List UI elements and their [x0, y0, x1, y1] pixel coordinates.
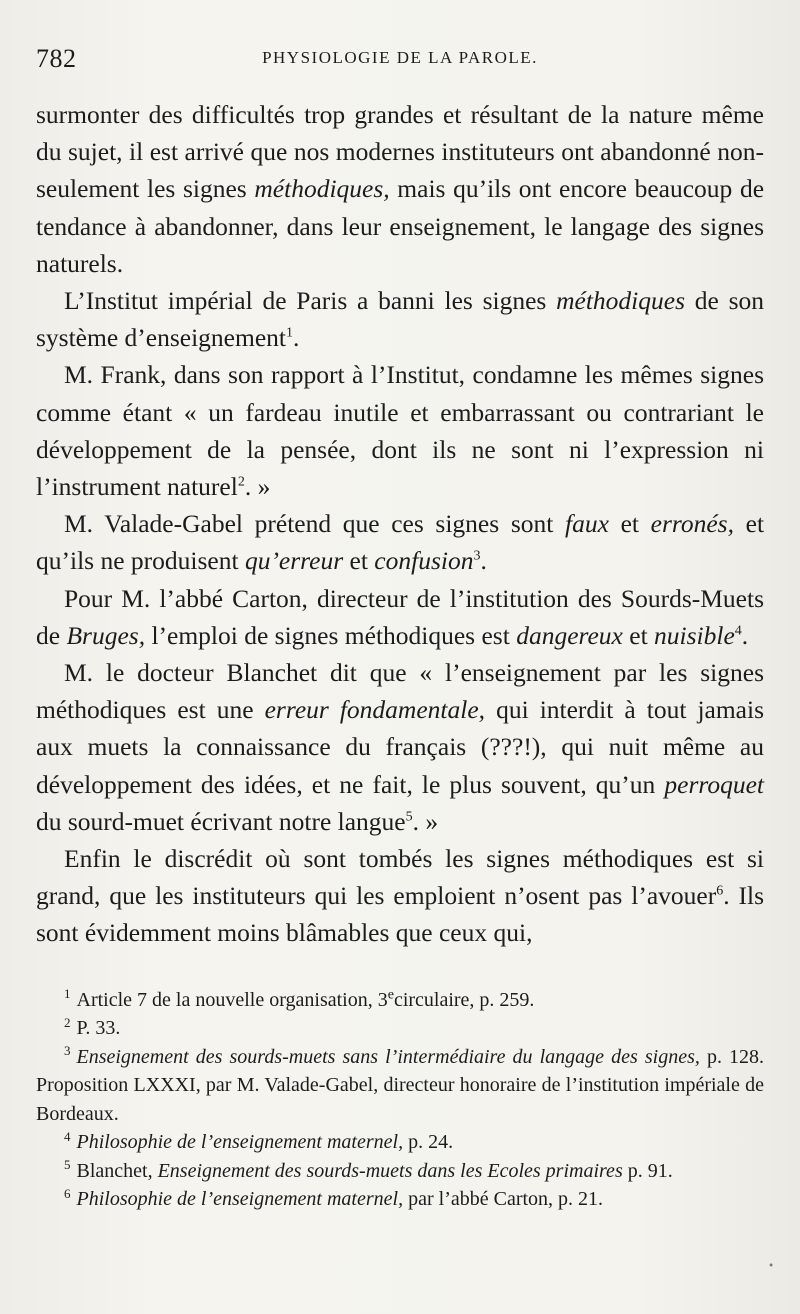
- text-run: L’Institut impérial de Paris a banni les signes: [64, 286, 547, 316]
- footnote-marker: 1: [64, 986, 71, 1002]
- text-run: .: [292, 323, 300, 353]
- note-reference: 3: [473, 548, 481, 564]
- italic-text: Enseignement des sourds-muets sans l’intermédiaire du langage des signes,: [76, 1045, 700, 1068]
- text-run: . »: [412, 806, 439, 836]
- footnote: [36, 1157, 764, 1186]
- text-run: l’emploi de signes méthodiques est: [151, 620, 510, 650]
- note-reference: 6: [716, 883, 724, 899]
- note-reference: 4: [734, 623, 742, 639]
- text-run: M. Valade-Gabel prétend que ces signes sont: [64, 509, 554, 539]
- text-run: p. 128. Proposition LXXXI, par M. Valade-Gabel, directeur honoraire de l’institution impériale de Bordeaux.: [36, 1045, 765, 1125]
- italic-text: dangereux: [516, 620, 623, 650]
- text-run: .: [741, 620, 749, 650]
- text-run: et: [620, 509, 639, 539]
- text-run: p. 24.: [408, 1131, 454, 1154]
- footnote-marker: 2: [64, 1014, 71, 1030]
- italic-text: nuisible: [654, 620, 735, 650]
- text-run: Pour M. l’abbé Carton, directeur de l’institution des Sourds-Muets de: [36, 583, 764, 650]
- italic-text: erronés,: [650, 509, 734, 539]
- text-run: Enfin le discrédit où sont tombés les signes méthodiques est si grand, que les instituteurs qui les emploient n’osent pas l’avouer: [36, 844, 764, 911]
- text-run: par l’abbé Carton, p. 21.: [408, 1188, 604, 1211]
- italic-text: perroquet: [664, 769, 765, 799]
- italic-text: Enseignement des sourds-muets dans les Ecoles primaires: [157, 1159, 623, 1182]
- italic-text: méthodiques: [556, 286, 685, 316]
- paragraph: [36, 505, 764, 579]
- footnote-marker: 6: [64, 1185, 71, 1201]
- text-run: et qu’ils ne produisent: [36, 509, 765, 576]
- footnote: [36, 1185, 764, 1214]
- footnote-marker: 5: [64, 1157, 71, 1173]
- italic-text: faux: [565, 509, 609, 539]
- note-reference: 2: [237, 474, 245, 490]
- footnote: [36, 1014, 764, 1043]
- italic-text: Bruges,: [66, 620, 146, 650]
- text-run: mais qu’ils ont encore beaucoup de tendance à abandonner, dans leur enseignement, le langage des signes naturels.: [36, 174, 765, 278]
- text-run: circulaire, p. 259.: [393, 988, 535, 1011]
- paragraph: [36, 580, 764, 654]
- page-header: [36, 40, 764, 88]
- print-speck: •: [768, 1261, 774, 1272]
- note-reference: 5: [405, 809, 413, 825]
- text-run: surmonter des difficultés trop grandes et résultant de la nature même du sujet, il est arrivé que nos modernes instituteurs ont abandonné non-seulement les signes: [36, 100, 764, 204]
- note-reference: e: [387, 987, 394, 1003]
- footnote: [36, 986, 764, 1015]
- italic-text: Philosophie de l’enseignement maternel,: [76, 1188, 404, 1211]
- footnotes: [36, 986, 764, 1214]
- footnote-marker: 3: [64, 1043, 71, 1059]
- text-run: de son système d’enseignement: [36, 286, 765, 353]
- text-run: et: [629, 620, 648, 650]
- italic-text: confusion: [374, 546, 474, 576]
- italic-text: méthodiques,: [254, 174, 390, 204]
- text-run: p. 91.: [627, 1159, 673, 1182]
- text-run: Article 7 de la nouvelle organisation, 3: [76, 988, 388, 1011]
- text-run: M. le docteur Blanchet dit que « l’enseignement par les signes méthodiques est une: [36, 658, 764, 725]
- italic-text: Philosophie de l’enseignement maternel,: [76, 1131, 404, 1154]
- text-run: . »: [244, 472, 271, 502]
- text-run: Blanchet,: [76, 1159, 153, 1182]
- footnote: [36, 1128, 764, 1157]
- paragraph: [36, 654, 764, 840]
- paragraph: [36, 282, 764, 356]
- note-reference: 1: [285, 325, 293, 341]
- paragraph: [36, 356, 764, 505]
- text-run: et: [349, 546, 368, 576]
- text-run: du sourd-muet écrivant notre langue: [36, 806, 406, 836]
- text-run: . Ils sont évidemment moins blâmables que ceux qui,: [36, 881, 765, 948]
- text-run: qui interdit à tout jamais aux muets la connaissance du français (???!), qui nuit même au développement des idées, et ne fait, le plus souvent, qu’un: [36, 695, 765, 799]
- page-number: 782: [36, 44, 77, 73]
- running-title: PHYSIOLOGIE DE LA PAROLE.: [262, 48, 538, 67]
- paragraph: [36, 840, 764, 952]
- footnote: [36, 1043, 764, 1129]
- paragraph: [36, 96, 764, 282]
- italic-text: erreur fondamentale,: [264, 695, 486, 725]
- text-run: .: [480, 546, 487, 576]
- footnote-marker: 4: [64, 1128, 71, 1144]
- body-text: [36, 96, 764, 952]
- italic-text: qu’erreur: [244, 546, 344, 576]
- text-run: P. 33.: [76, 1017, 121, 1040]
- text-run: M. Frank, dans son rapport à l’Institut, condamne les mêmes signes comme étant « un fardeau inutile et embarrassant ou contrariant le développement de la pensée, dont ils ne sont ni l’expression ni l’instrument naturel: [36, 360, 764, 502]
